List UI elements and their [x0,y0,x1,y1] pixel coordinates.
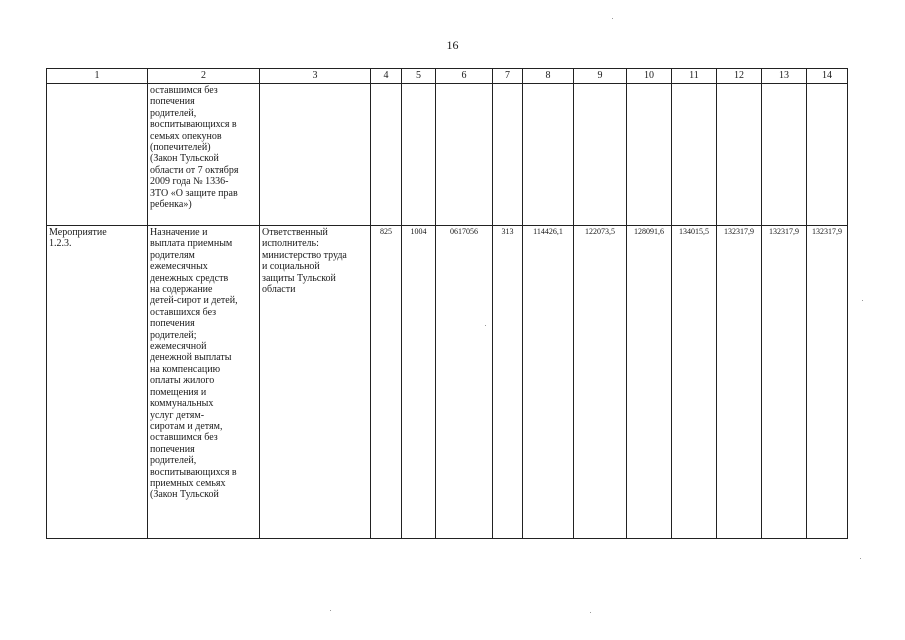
text-line: области от 7 октября [150,164,239,176]
value-cell: 132317,9 [717,226,762,539]
text-line: родителей, [150,107,197,119]
text-line: оставшихся без [150,306,217,318]
description-cell [148,226,260,539]
column-number-row [47,69,848,84]
value-cell [807,84,848,226]
text-line: воспитывающихся в [150,119,237,131]
column-header: 12 [717,69,762,84]
text-line: коммунальных [150,398,214,410]
text-line: приемных семьях [150,477,226,489]
text-line: министерство труда [262,249,347,261]
value-cell: 313 [493,226,523,539]
table-row [47,84,848,226]
table-row [47,226,848,539]
column-header: 14 [807,69,848,84]
column-header: 13 [762,69,807,84]
page-number: 16 [446,38,459,52]
text-line: сиротам и детям, [150,420,223,432]
text-line: и социальной [262,261,320,273]
text-line: услуг детям- [150,409,205,421]
budget-table [46,68,848,539]
text-line: помещения и [150,386,207,398]
executor-cell [260,84,371,226]
text-line: исполнитель: [262,238,319,250]
executor-cell [260,226,371,539]
text-line: на содержание [150,284,213,296]
scan-speck [860,558,861,559]
text-line: защиты Тульской [262,272,336,284]
text-line: оставшимся без [150,85,218,96]
text-line: выплата приемным [150,238,233,250]
column-header: 5 [402,69,436,84]
value-cell: 132317,9 [762,226,807,539]
value-cell [762,84,807,226]
value-cell: 1004 [402,226,436,539]
column-header: 10 [627,69,672,84]
scan-speck [590,612,591,613]
text-line: области [262,284,296,296]
text-line: воспитывающихся в [150,466,237,478]
text-line: ежемесячных [150,261,208,273]
scan-speck [612,18,613,19]
value-cell [574,84,627,226]
text-line: ребенка») [150,199,192,211]
text-line: Мероприятие [49,227,107,238]
column-header: 8 [523,69,574,84]
text-line: ЗТО «О защите прав [150,187,238,199]
text-line: родителей; [150,329,197,341]
column-header: 1 [47,69,148,84]
text-line: детей-сирот и детей, [150,295,238,307]
text-line: денежной выплаты [150,352,232,364]
scan-speck [862,300,863,301]
text-line: семьях опекунов [150,130,222,142]
event-cell [47,84,148,226]
scan-speck [330,610,331,611]
value-cell: 0617056 [436,226,493,539]
value-cell: 114426,1 [523,226,574,539]
text-line: (попечителей) [150,142,211,154]
value-cell [436,84,493,226]
value-cell [402,84,436,226]
value-cell: 825 [371,226,402,539]
column-header: 11 [672,69,717,84]
text-line: родителей, [150,455,197,467]
text-line: (Закон Тульской [150,153,219,165]
text-line: оставшимся без [150,432,218,444]
text-line: оплаты жилого [150,375,215,387]
value-cell: 128091,6 [627,226,672,539]
value-cell [627,84,672,226]
column-header: 6 [436,69,493,84]
text-line: на компенсацию [150,363,221,375]
value-cell [493,84,523,226]
text-line: родителям [150,249,195,261]
column-header: 3 [260,69,371,84]
value-cell [523,84,574,226]
value-cell: 122073,5 [574,226,627,539]
text-line: ежемесячной [150,341,207,353]
description-cell [148,84,260,226]
text-line: 1.2.3. [49,238,72,250]
text-line: Ответственный [262,227,328,238]
value-cell [371,84,402,226]
text-line: попечения [150,318,195,330]
text-line: (Закон Тульской [150,489,219,501]
text-line: 2009 года № 1336- [150,176,229,188]
value-cell [672,84,717,226]
text-line: Назначение и [150,227,208,238]
column-header: 2 [148,69,260,84]
column-header: 7 [493,69,523,84]
value-cell: 134015,5 [672,226,717,539]
event-cell [47,226,148,539]
text-line: попечения [150,96,195,108]
value-cell [717,84,762,226]
scan-speck [485,325,486,326]
text-line: денежных средств [150,272,229,284]
column-header: 9 [574,69,627,84]
column-header: 4 [371,69,402,84]
text-line: попечения [150,443,195,455]
value-cell: 132317,9 [807,226,848,539]
